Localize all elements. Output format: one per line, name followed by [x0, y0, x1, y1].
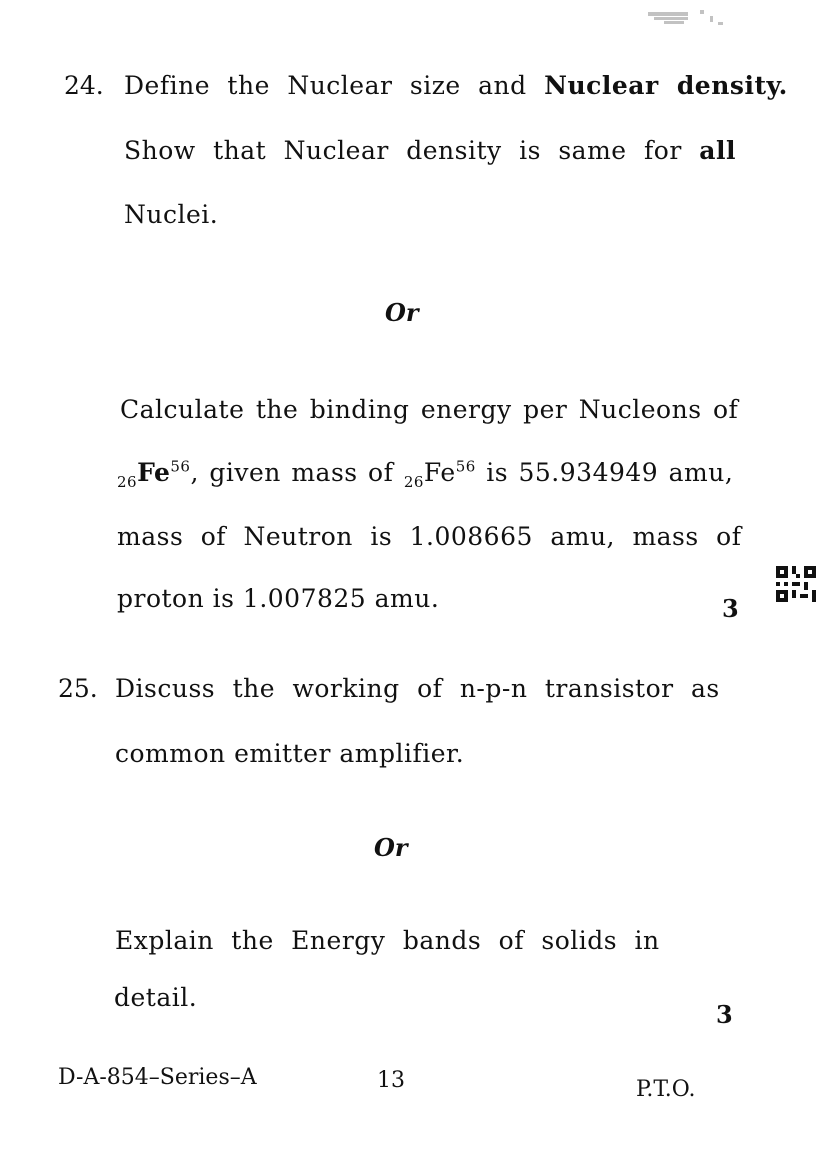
question-number-25: 25.: [58, 674, 98, 703]
qr-code-icon: [776, 566, 816, 602]
q24-alt-line-3: mass of Neutron is 1.008665 amu, mass of: [117, 522, 742, 551]
q25-alt-line-2: detail.: [114, 983, 198, 1012]
q25-line-1: Discuss the working of n-p-n transistor as: [115, 674, 720, 703]
atomic-number-2: 26: [403, 473, 424, 491]
q24-line-3: Nuclei.: [124, 200, 219, 229]
q24-or-label: Or: [385, 298, 419, 327]
question-number-24: 24.: [64, 71, 104, 100]
q24-alt-line-2: [117, 457, 734, 491]
mass-number-1: 56: [170, 457, 191, 476]
element-symbol-1: Fe: [137, 458, 171, 487]
element-symbol-2: Fe: [423, 458, 456, 487]
scan-smudge-graphic: [640, 8, 730, 34]
footer-paper-code: D-A-854–Series–A: [58, 1065, 257, 1090]
q24-text-1b: Nuclear density.: [544, 71, 788, 100]
q24-text-2b: all: [699, 136, 736, 165]
q24-alt-line-4: proton is 1.007825 amu.: [117, 584, 440, 613]
q25-line-2: common emitter amplifier.: [115, 739, 465, 768]
q24-alt-line-1: Calculate the binding energy per Nucleons of: [120, 395, 739, 424]
q24-marks: 3: [722, 594, 739, 623]
footer-pto: P.T.O.: [636, 1077, 696, 1102]
q24-text-2a: Show that Nuclear density is same for: [124, 136, 700, 165]
footer-page-number: 13: [377, 1068, 405, 1093]
q25-or-label: Or: [374, 833, 408, 862]
q24-line-2: [124, 136, 736, 165]
atomic-number-1: 26: [117, 473, 138, 491]
alt-line-2-mid: , given mass of: [190, 458, 404, 487]
q24-line-1: [124, 71, 788, 100]
q24-text-1a: Define the Nuclear size and: [124, 71, 545, 100]
mass-number-2: 56: [455, 457, 476, 476]
q25-marks: 3: [716, 1000, 733, 1029]
q25-alt-line-1: Explain the Energy bands of solids in: [115, 926, 660, 955]
alt-line-2-tail: is 55.934949 amu,: [475, 458, 734, 487]
